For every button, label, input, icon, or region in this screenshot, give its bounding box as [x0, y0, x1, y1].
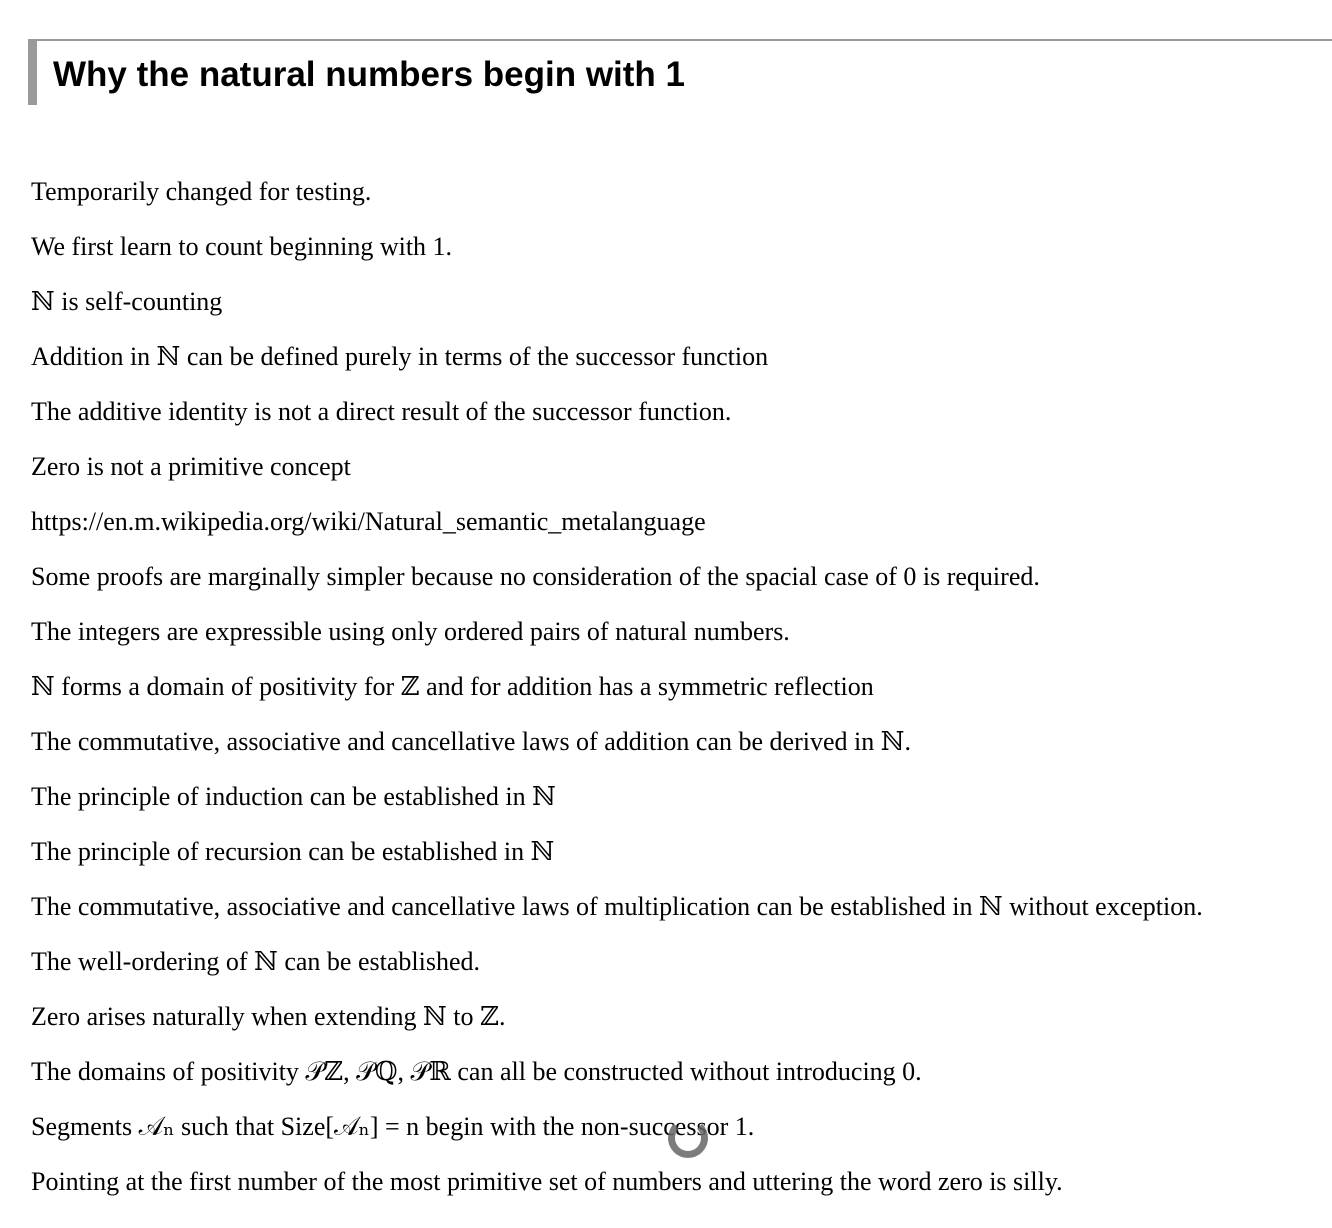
loading-spinner-icon	[668, 1118, 708, 1158]
paragraph: The integers are expressible using only ordered pairs of natural numbers.	[31, 617, 790, 646]
paragraph: Addition in ℕ can be defined purely in terms of the successor function	[31, 342, 769, 371]
paragraph: The commutative, associative and cancellative laws of addition can be derived in ℕ.	[31, 727, 912, 756]
page-title: Why the natural numbers begin with 1	[53, 55, 685, 94]
paragraph: The well-ordering of ℕ can be established.	[31, 947, 480, 976]
url-text: https://en.m.wikipedia.org/wiki/Natural_semantic_metalanguage	[31, 507, 706, 536]
paragraph: Some proofs are marginally simpler because no consideration of the spacial case of 0 is required.	[31, 562, 1040, 591]
paragraph: ℕ is self-counting	[31, 287, 223, 316]
paragraph: We first learn to count beginning with 1.	[31, 232, 453, 261]
page-header	[28, 39, 1332, 105]
paragraph: The principle of induction can be established in ℕ	[31, 782, 556, 811]
paragraph: ℕ forms a domain of positivity for ℤ and for addition has a symmetric reflection	[31, 672, 874, 701]
content-body	[31, 175, 1332, 1220]
paragraph: Zero arises naturally when extending ℕ to ℤ.	[31, 1002, 506, 1031]
paragraph: Zero is not a primitive concept	[31, 452, 351, 481]
paragraph: The additive identity is not a direct result of the successor function.	[31, 397, 732, 426]
paragraph: Segments 𝒜ₙ such that Size[𝒜ₙ] = n begin with the non-successor 1.	[31, 1112, 755, 1141]
paragraph: Pointing at the first number of the most primitive set of numbers and uttering the word zero is silly.	[31, 1167, 1063, 1196]
paragraph: The commutative, associative and cancellative laws of multiplication can be established in ℕ without exception.	[31, 892, 1203, 921]
paragraph: The principle of recursion can be established in ℕ	[31, 837, 555, 866]
paragraph: Temporarily changed for testing.	[31, 177, 372, 206]
paragraph: The domains of positivity 𝒫ℤ, 𝒫ℚ, 𝒫ℝ can all be constructed without introducing 0.	[31, 1057, 922, 1086]
